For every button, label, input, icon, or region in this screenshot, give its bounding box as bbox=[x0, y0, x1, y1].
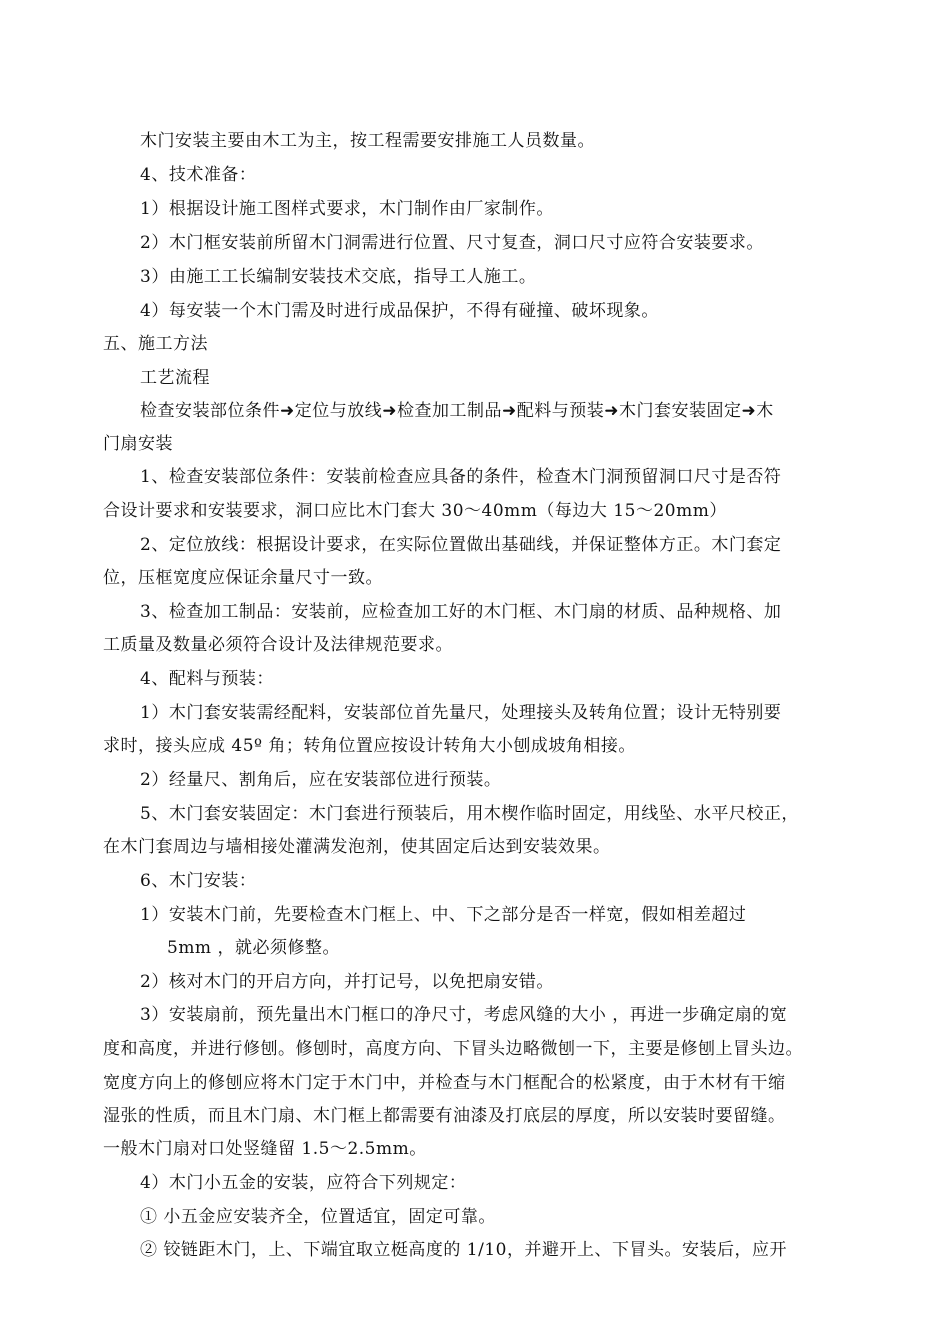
list-item: 求时，接头应成 45º 角；转角位置应按设计转角大小刨成坡角相接。 bbox=[103, 736, 636, 756]
paragraph-line: 3、检查加工制品：安装前，应检查加工好的木门框、木门扇的材质、品种规格、加 bbox=[140, 602, 782, 622]
paragraph-line: 木门安装主要由木工为主，按工程需要安排施工人员数量。 bbox=[140, 131, 595, 151]
section-heading: 6、木门安装： bbox=[140, 871, 257, 891]
process-flow-line: 门扇安装 bbox=[103, 434, 173, 454]
paragraph-line: 工质量及数量必须符合设计及法律规范要求。 bbox=[103, 635, 453, 655]
paragraph-line: 1、检查安装部位条件：安装前检查应具备的条件，检查木门洞预留洞口尺寸是否符 bbox=[140, 467, 782, 487]
section-heading: 4、配料与预装： bbox=[140, 669, 274, 689]
list-item: ① 小五金应安装齐全，位置适宜，固定可靠。 bbox=[140, 1207, 496, 1227]
paragraph-line: 度和高度，并进行修刨。修刨时，高度方向、下冒头边略微刨一下，主要是修刨上冒头边。 bbox=[103, 1039, 803, 1059]
list-item: 1）根据设计施工图样式要求，木门制作由厂家制作。 bbox=[140, 199, 554, 219]
list-item: 2）经量尺、割角后，应在安装部位进行预装。 bbox=[140, 770, 502, 790]
list-item: ② 铰链距木门，上、下端宜取立梃高度的 1/10，并避开上、下冒头。安装后，应开 bbox=[140, 1240, 787, 1260]
chapter-heading: 五、施工方法 bbox=[103, 334, 208, 354]
paragraph-line: 位，压框宽度应保证余量尺寸一致。 bbox=[103, 568, 383, 588]
paragraph-line: 在木门套周边与墙相接处灌满发泡剂，使其固定后达到安装效果。 bbox=[103, 837, 611, 857]
paragraph-line: 5、木门套安装固定：木门套进行预装后，用木楔作临时固定，用线坠、水平尺校正， bbox=[140, 804, 799, 824]
list-item: 4）每安装一个木门需及时进行成品保护，不得有碰撞、破坏现象。 bbox=[140, 301, 659, 321]
list-item: 3）安装扇前，预先量出木门框口的净尺寸，考虑风缝的大小 ，再进一步确定扇的宽 bbox=[140, 1005, 788, 1025]
subsection-heading: 工艺流程 bbox=[140, 368, 210, 388]
list-item: 5mm ，就必须修整。 bbox=[167, 938, 340, 958]
list-item: 2）核对木门的开启方向，并打记号，以免把扇安错。 bbox=[140, 972, 554, 992]
list-item: 1）木门套安装需经配料，安装部位首先量尺，处理接头及转角位置；设计无特别要 bbox=[140, 703, 782, 723]
paragraph-line: 合设计要求和安装要求，洞口应比木门套大 30～40mm（每边大 15～20mm） bbox=[103, 501, 727, 521]
paragraph-line: 宽度方向上的修刨应将木门定于木门中，并检查与木门框配合的松紧度，由于木材有干缩 bbox=[103, 1073, 786, 1093]
process-flow-line: 检查安装部位条件➜定位与放线➜检查加工制品➜配料与预装➜木门套安装固定➜木 bbox=[140, 401, 774, 421]
list-item: 4）木门小五金的安装，应符合下列规定： bbox=[140, 1173, 467, 1193]
paragraph-line: 湿张的性质，而且木门扇、木门框上都需要有油漆及打底层的厚度，所以安装时要留缝。 bbox=[103, 1106, 786, 1126]
paragraph-line: 2、定位放线：根据设计要求，在实际位置做出基础线，并保证整体方正。木门套定 bbox=[140, 535, 782, 555]
list-item: 2）木门框安装前所留木门洞需进行位置、尺寸复查，洞口尺寸应符合安装要求。 bbox=[140, 233, 764, 253]
list-item: 3）由施工工长编制安装技术交底，指导工人施工。 bbox=[140, 267, 537, 287]
section-heading: 4、技术准备： bbox=[140, 165, 257, 185]
paragraph-line: 一般木门扇对口处竖缝留 1.5～2.5mm。 bbox=[103, 1139, 427, 1159]
list-item: 1）安装木门前，先要检查木门框上、中、下之部分是否一样宽，假如相差超过 bbox=[140, 905, 747, 925]
